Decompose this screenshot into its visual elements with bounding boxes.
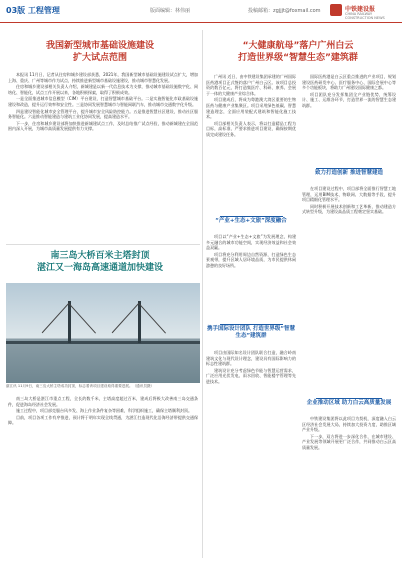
subheading-innovation: 致力打造创新 推进智慧建造 [315, 170, 383, 176]
photo-caption: 湛江讯 11月9日，南三岛大桥主塔成功封顶，标志着该项目建设取得重要进展。（通讯员摄） [6, 384, 155, 388]
subheading-bar [316, 168, 382, 169]
headline-line-1: 我国新型城市基础设施建设 [45, 41, 154, 51]
paragraph: 项目部相关负责人表示，将以打造精品工程为目标，高标准、严要求推进项目建设，确保按期优质完成建设任务。 [206, 120, 296, 137]
paragraph: 广州讯 近日，由中铁建设集团承建的广州国际医药港项目正式签约落户广州白云区。该项目总投资约数百亿元，将打造集医疗、科研、康养、会展于一体的大健康产业综合体。 [206, 74, 296, 96]
bridge-cable [42, 303, 69, 333]
subheading-bar [220, 216, 283, 217]
right-body-col-a [206, 74, 296, 210]
paragraph: 项目建成后，将成为粤港澳大湾区重要的生物医药与健康产业集聚区。项目采用绿色低碳、智慧建造理念，全面应用装配式建筑和智能化施工技术。 [206, 97, 296, 120]
design-team-body [206, 350, 296, 556]
paragraph: 在项目建设过程中，项目部将全面推行智慧工地管理，运用BIM技术、物联网、大数据等手段，提升项目精细化管理水平。 [302, 186, 396, 203]
paragraph: 一是全面推进城市信息模型（CIM）平台建设，打造智慧城市基础平台。二是实施智能化市政基础设施建设和改造，提升运行效率和安全性。三是协同发展智慧城市与智能网联汽车，推动城市交通数字化升级。 [8, 96, 198, 107]
paragraph: 同时积极开展技术创新和工艺革新，推动建造方式转型升级，为建设高品质工程奠定坚实基础。 [302, 203, 396, 215]
subheading-bar [220, 324, 283, 325]
page-label: 03版 工程管理 [6, 6, 60, 15]
page-header [0, 0, 402, 23]
paragraph: 下一步，住房和城乡建设部将加快推进新城建试点工作，及时总结推广试点经验，推动新城建在全国范围内深入开展，为城市高质量发展提供有力支撑。 [8, 120, 198, 132]
paragraph: 施工过程中，项目部克服台风多发、海上作业条件复杂等困难，科学组织施工，确保主塔顺利封顶。 [16, 408, 192, 414]
paragraph: 住房和城乡建设部相关负责人介绍，新城建是以新一代信息技术为支撑，推动城市基础设施数字化、网络化、智能化，试点工作开展以来，各地积极探索，取得了积极成效。 [8, 84, 198, 95]
paragraph: 本报讯 11月日，记者从住房和城乡建设部获悉，2021年，我国新型城市基础设施建设试点扩大，增加上海、重庆、广州等城市作为试点，持续推进新型城市基础设施建设，推动城市智慧化发展。 [8, 72, 198, 83]
section-divider [6, 244, 200, 245]
headline-line-1: 南三岛大桥百米主塔封顶 [50, 251, 150, 261]
bridge-tower [68, 301, 71, 343]
left-top-headline [30, 40, 170, 64]
headline-line-2: 扩大试点范围 [72, 53, 127, 63]
left-top-body [8, 72, 198, 240]
innovation-body [302, 186, 396, 304]
left-bottom-body [8, 396, 198, 556]
submission-email: 投稿邮箱：zgjjjt@foxmail.com [248, 8, 321, 14]
right-body-col-b [302, 74, 396, 164]
paragraph: 下一步，双方将进一步深化合作，在城市建设、产业发展等领域开展更广泛合作，共同推动白云区高质量发展。 [302, 433, 396, 450]
bridge-deck [6, 341, 200, 344]
paragraph: 南三岛大桥是湛江市重点工程，全长约数千米，主塔高度超过百米，建成后将极大改善南三岛交通条件，促进海岛经济社会发展。 [8, 396, 198, 407]
bridge-cable [139, 303, 166, 333]
paragraph: 项目以“产业+生态+文旅”为发展理念，构建多元融合的城市功能空间，实现经济效益和社会效益双赢。 [206, 234, 296, 251]
bridge-photo [6, 283, 200, 383]
left-bottom-headline [20, 250, 180, 274]
logo-mark-icon [330, 4, 342, 16]
subheading-bar [316, 398, 382, 399]
headline-line-2: 打造世界级“智慧生态”建筑群 [238, 53, 358, 63]
headline-line-2: 湛江又一海岛高速通道加快建设 [36, 263, 163, 273]
column-divider [202, 30, 203, 558]
paragraph: 项目将充分利用周边自然资源，打造绿色生态景观带，提升区域人居环境品质，为市民提供休闲游憩的良好场所。 [206, 251, 296, 268]
bridge-cable [112, 303, 139, 333]
paragraph: 国际医药港是白云区重点推进的产业项目，规划建设医药研发中心、医疗服务中心、国际会展中心等多个功能板块，将助力广州建设国际健康之都。 [302, 74, 396, 91]
logo-subtitle: CHINA RAILWAY CONSTRUCTION NEWS [345, 12, 385, 20]
right-top-headline [206, 40, 390, 64]
subheading-integration: “产业+生态+文旅”深度融合 [215, 218, 287, 224]
paragraph: 目前，项目各项工作有序推进，预计将于明年实现全线贯通，为湛江打造现代化沿海经济带提供交通保障。 [8, 414, 198, 426]
subheading-design-team: 携手国际设计团队 打造世界级“智慧生态”建筑群 [206, 326, 296, 339]
bridge-tower [138, 301, 141, 343]
bridge-cable [69, 303, 96, 333]
paragraph: 四是建设智能化城市安全管理平台，提升城市安全风险防控能力。五是推进智慧社区建设，推动社区服务智能化。六是推动智能建造与建筑工业化协同发展，提高建造水平。 [8, 108, 198, 120]
logo-name: 中铁建设报 [345, 6, 376, 13]
paragraph: 项目由国际知名设计团队联合打造，融合岭南建筑文化与现代设计理念，建设具有国际影响力的标志性建筑群。 [206, 350, 296, 367]
paragraph: 中铁建设集团将以此项目为契机，深度融入白云区经济社会发展大局，持续加大投资力度，助推区域产业升级。 [302, 416, 396, 433]
paragraph: 建筑设计充分考虑绿色节能与智慧运营需求，广泛应用光伏发电、雨水回收、智能楼宇管理等先进技术。 [206, 367, 296, 384]
newspaper-logo [330, 3, 394, 19]
subheading-regional: 企业推动区域 助力白云高质量发展 [306, 400, 392, 406]
paragraph: 项目团队充分发挥集团全产业链优势，统筹设计、施工、运维各环节，打造世界一流的智慧生态建筑群。 [302, 91, 396, 108]
integration-body [206, 234, 296, 318]
headline-line-1: “大健康航母”落户广州白云 [242, 41, 354, 51]
regional-body [302, 416, 396, 556]
editor-credit: 版面编辑：林伟丽 [150, 8, 191, 14]
